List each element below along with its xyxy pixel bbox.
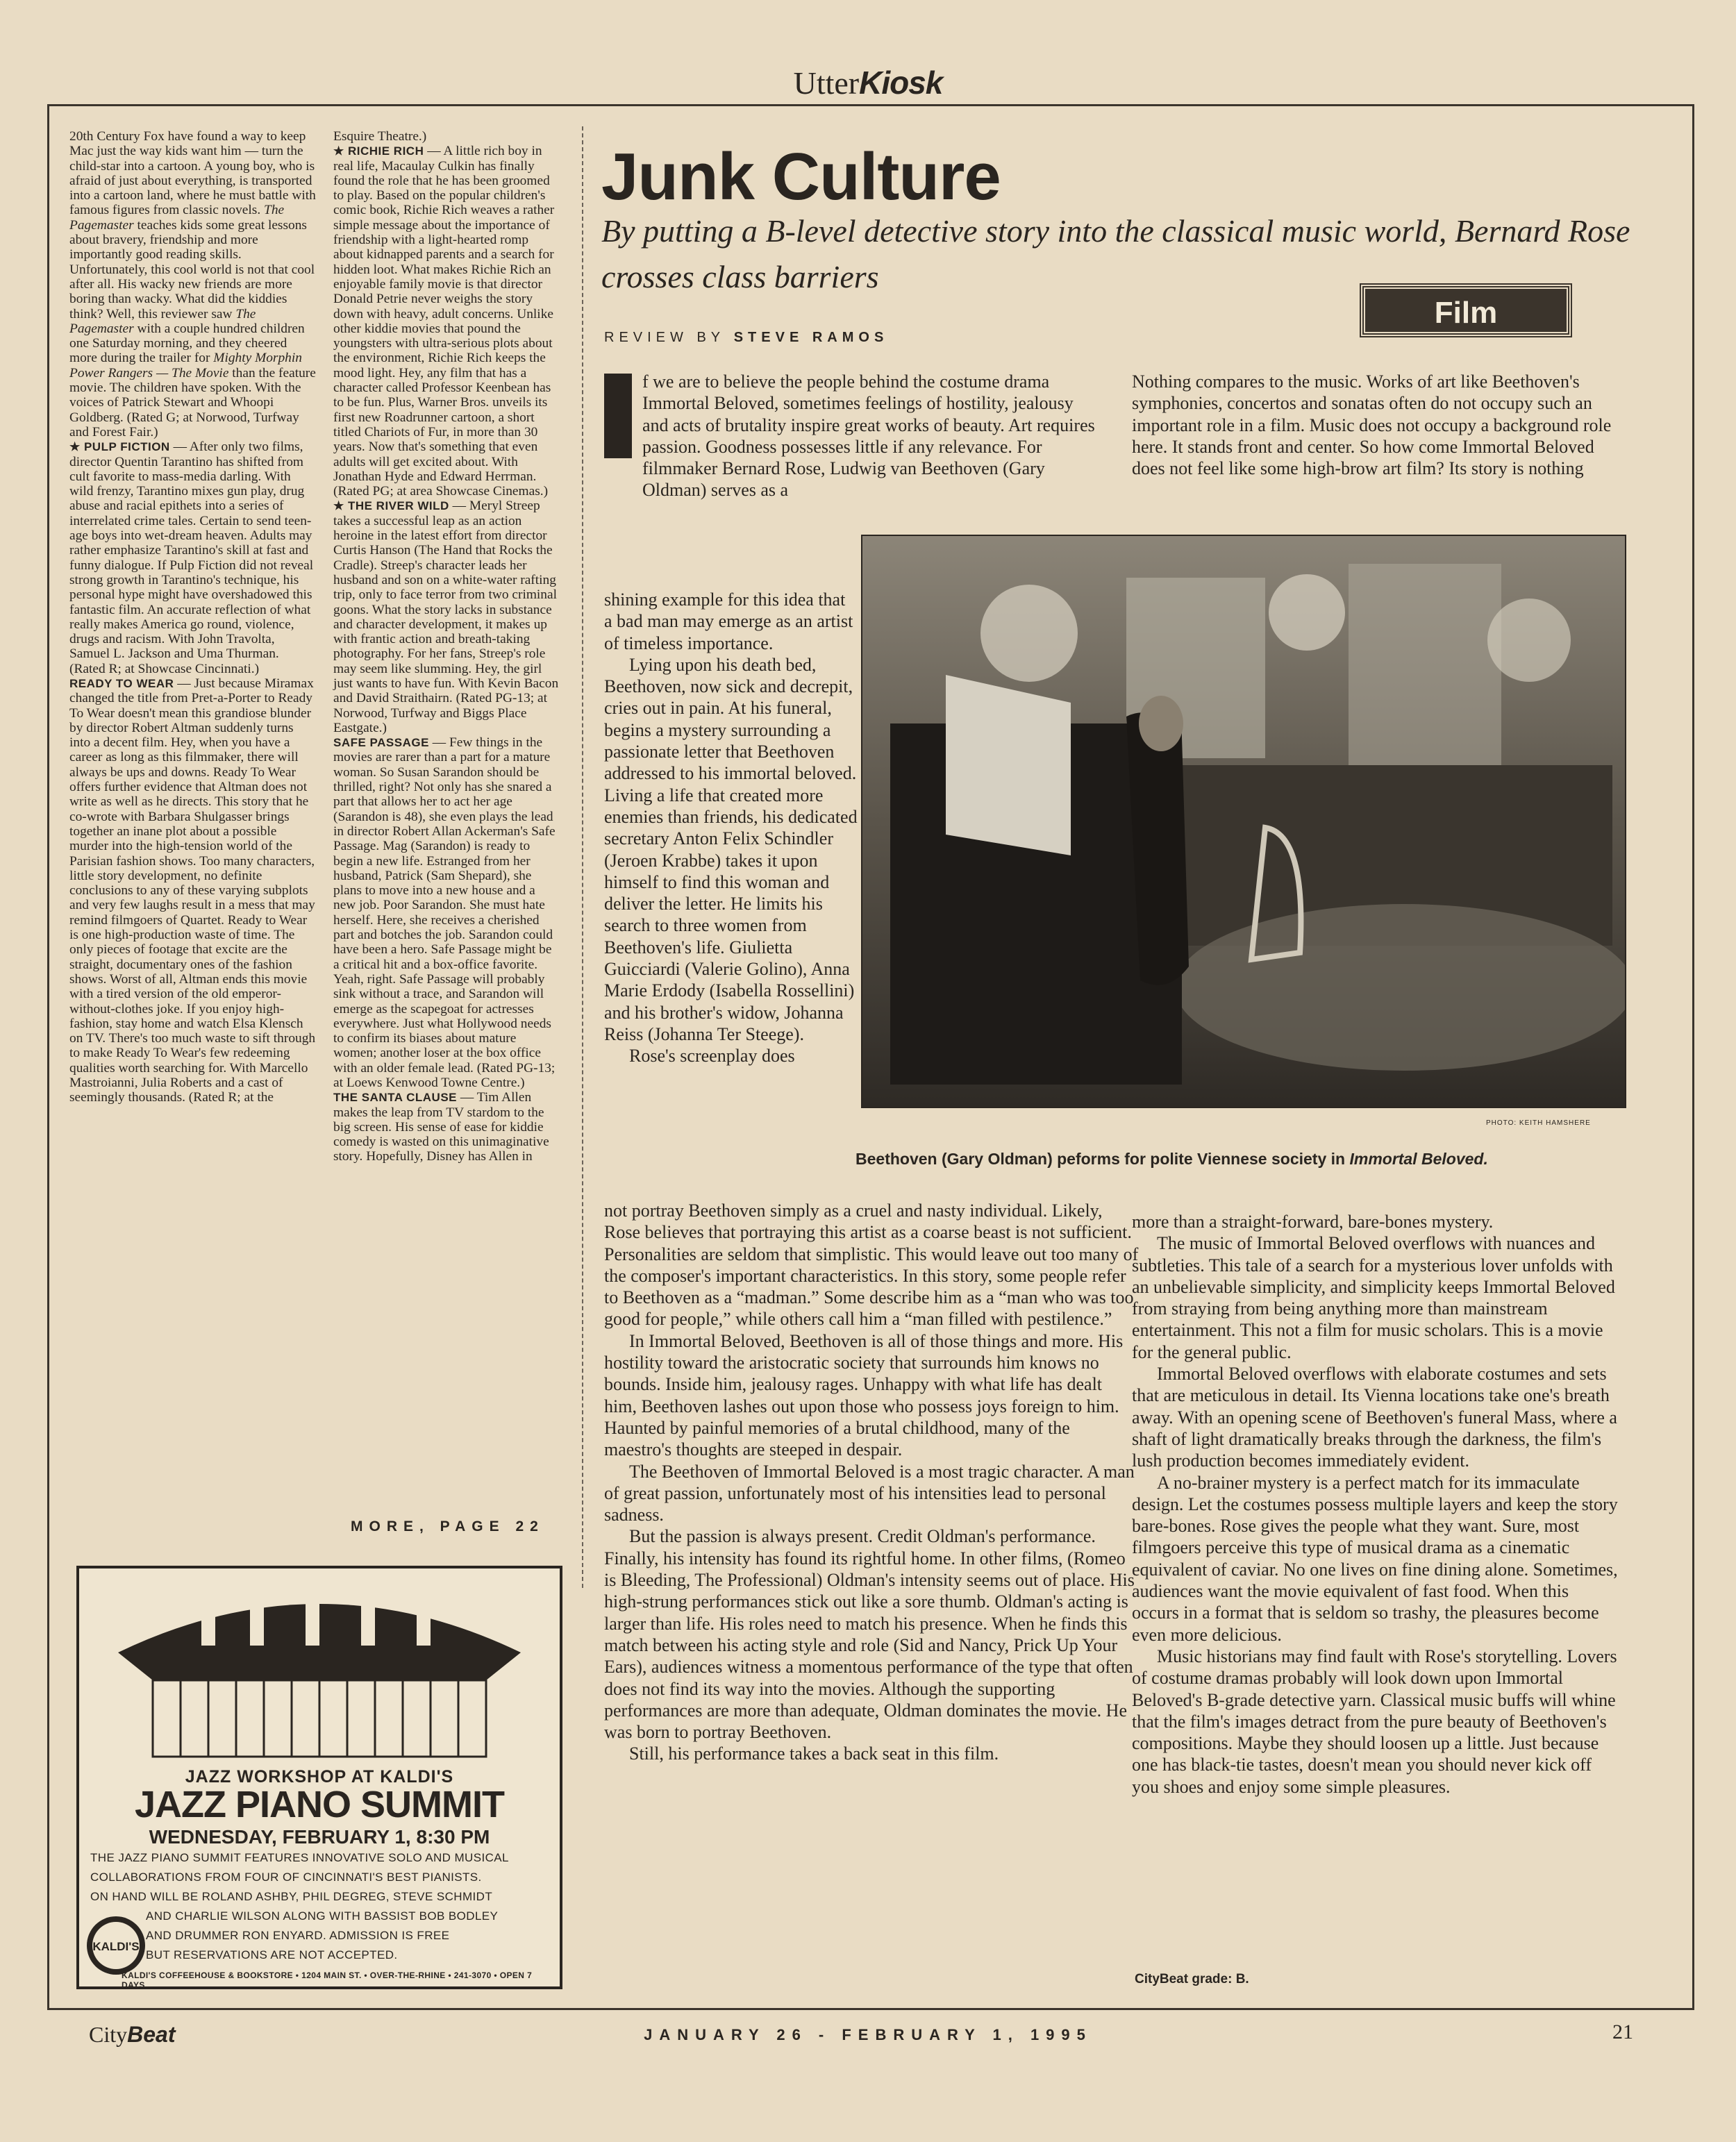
byline: REVIEW BY STEVE RAMOS <box>604 330 889 345</box>
listings-column-1 <box>69 129 316 1105</box>
headline: Junk Culture <box>601 140 1001 214</box>
article-column-right-top: Nothing compares to the music. Works of art like Beethoven's symphonies, concertos and sonatas often do not occupy such an important role in a film. Music does not occupy a background role here. It stands front and center. So how come Immortal Beloved does not feel like some high-brow art film? Its story is nothing <box>1132 371 1612 479</box>
ready-to-wear-review: READY TO WEAR — Just because Miramax changed the title from Pret-a-Porter to Ready To Wear doesn't mean this grandiose blunder by director Robert Altman suddenly turns into a decent film. Hey, when you have a career as long as this filmmaker, there will always be ups and downs. Ready To Wear offers further evidence that Altman does not write as well as he directs. This story that he co-wrote with Barbara Shulgasser brings together an inane plot about a possible murder into the high-tension world of the Parisian fashion shows. Too many characters, little story development, no definite conclusions to any of these varying subplots and very few laughs result in a mess that may remind filmgoers of Quartet. Ready to Wear is one high-production waste of time. The only pieces of footage that excite are the straight, documentary ones of the fashion shows. Worst of all, Altman ends this movie with a tired version of the old emperor-without-clothes joke. If you enjoy high-fashion, stay home and watch Elsa Klensch on TV. There's too much waste to sift through to make Ready To Wear's few redeeming qualities worth searching for. With Marcello Mastroianni, Julia Roberts and a cast of seemingly thousands. (Rated R; at the <box>69 676 316 1105</box>
column-divider <box>582 126 583 1588</box>
listings-column-2 <box>333 129 560 1164</box>
footer-logo: CityBeat <box>89 2022 176 2047</box>
ad-date: WEDNESDAY, FEBRUARY 1, 8:30 PM <box>149 1826 490 1848</box>
svg-text:KALDI'S: KALDI'S <box>92 1940 140 1953</box>
article-narrow-column: shining example for this idea that a bad man may emerge as an artist of timeless importance. Lying upon his death bed, Beethoven, now sick and decrepit, cries out in pain. At his funeral, begins a mystery surrounding a passionate letter that Beethoven addressed to his immortal beloved. Living a life that created more enemies than friends, his dedicated secretary Anton Felix Schindler (Jeroen Krabbe) takes it upon himself to find this woman and deliver the letter. He limits his search to three women from Beethoven's life. Giulietta Guicciardi (Valerie Golino), Anna Marie Erdody (Isabella Rossellini) and his brother's widow, Johanna Reiss (Johanna Ter Steege). Rose's screenplay does <box>604 589 858 1066</box>
piano-keys-tent-icon <box>97 1576 542 1777</box>
richie-rich-review: ★ RICHIE RICH — A little rich boy in real life, Macaulay Culkin has finally found the role that he has been groomed to play. Based on the popular children's comic book, Richie Rich weaves a rather simple message about the importance of friendship with a light-hearted romp about kidnapped parents and a search for hidden loot. What makes Richie Rich an enjoyable family movie is that director Donald Petrie never weighs the story down with heavy, adult concerns. Unlike other kiddie movies that pound the youngsters with ultra-serious plots about the environment, Richie Rich keeps the mood light. Hey, any film that has a character called Professor Keenbean has to be fun. Plus, Warner Bros. unveils its first new Roadrunner cartoon, a short titled Chariots of Fur, in more than 30 years. Now that's something that even adults will get excited about. With Jonathan Hyde and Edward Herrman. (Rated PG; at area Showcase Cinemas.) <box>333 144 555 499</box>
continued-note: MORE, PAGE 22 <box>351 1518 544 1534</box>
grade: CityBeat grade: B. <box>1135 1972 1249 1986</box>
safe-passage-review: SAFE PASSAGE — Few things in the movies are rarer than a part for a mature woman. So Susan Sarandon should be thrilled, right? Not only has she snared a part that allows her to act her age (Sarandon is 48), she even plays the lead in director Robert Allan Ackerman's Safe Passage. Mag (Sarandon) is ready to begin a new life. Estranged from her husband, Patrick (Sam Shepard), she plans to move into a new house and a new job. Poor Sarandon. She must hate herself. Here, she receives a cherished part and botches the job. Sarandon could have been a hero. Safe Passage might be a critical hit and a box-office favorite. Yeah, right. Safe Passage will probably sink without a trace, and Sarandon will emerge as the scapegoat for actresses everywhere. Just what Hollywood needs to confirm its biases about mature women; another loser at the box office with an older female lead. (Rated PG-13; at Loews Kenwood Towne Centre.) <box>333 735 556 1090</box>
santa-clause-review: THE SANTA CLAUSE — Tim Allen makes the leap from TV stardom to the big screen. His sense of ease for kiddie comedy is wasted on this unimaginative story. Hopefully, Disney has Allen in <box>333 1090 549 1164</box>
pagemaster-review: 20th Century Fox have found a way to keep Mac just the way kids want him — turn the child-star into a cartoon. A young boy, who is afraid of just about everything, is transported into a cartoon land, where he must battle with famous figures from classic novels. The Pagemaster teaches kids some great lessons about bravery, friendship and more importantly good reading skills. Unfortunately, this cool world is not that cool after all. His wacky new friends are more boring than wacky. What did the kiddies think? Well, this reviewer saw The Pagemaster with a couple hundred children one Saturday morning, and they cheered more during the trailer for Mighty Morphin Power Rangers — The Movie than the feature movie. The children have spoken. With the voices of Patrick Stewart and Whoopi Goldberg. (Rated G; at Norwood, Turfway and Forest Fair.) <box>69 129 316 440</box>
footer-date: JANUARY 26 - FEBRUARY 1, 1995 <box>644 2026 1092 2043</box>
kaldis-logo-icon <box>85 1914 147 1977</box>
esquire-line: Esquire Theatre.) <box>333 129 427 144</box>
ad-kicker: JAZZ WORKSHOP AT KALDI'S <box>185 1767 454 1787</box>
section-header: UtterKiosk <box>793 65 943 101</box>
ad-footer: KALDI'S COFFEEHOUSE & BOOKSTORE • 1204 MAIN ST. • OVER-THE-RHINE • 241-3070 • OPEN 7 DAYS <box>122 1971 533 1990</box>
article-lede: f we are to believe the people behind the costume drama Immortal Beloved, sometimes feelings of hostility, jealousy and acts of brutality inspire great works of beauty. Art requires passion. Goodness possesses little if any relevance. For filmmaker Bernard Rose, Ludwig van Beethoven (Gary Oldman) serves as a <box>642 371 1095 501</box>
ad-body: THE JAZZ PIANO SUMMIT FEATURES INNOVATIVE SOLO AND MUSICAL COLLABORATIONS FROM FOUR OF CINCINNATI'S BEST PIANISTS. ON HAND WILL BE ROLAND ASHBY, PHIL DEGREG, STEVE SCHMIDT AND CHARLIE WILSON ALONG WITH BASSIST BOB BODLEY AND DRUMMER RON ENYARD. ADMISSION IS FREE BUT RESERVATIONS ARE NOT ACCEPTED. <box>90 1851 509 1961</box>
page-number: 21 <box>1612 2020 1633 2043</box>
photo-credit: PHOTO: KEITH HAMSHERE <box>1486 1119 1591 1127</box>
pulp-fiction-review: ★ PULP FICTION — After only two films, director Quentin Tarantino has shifted from cult favorite to mass-media darling. With wild frenzy, Tarantino mixes gun play, drug abuse and racial epithets into a series of interrelated crime tales. Certain to send teen-age boys into wet-dream heaven. Adults may rather emphasize Tarantino's skill at fast and funny dialogue. If Pulp Fiction did not reveal strong growth in Tarantino's technique, his personal hype might have overshadowed this fantastic film. An accurate reflection of what really makes America go round, violence, drugs and racism. With John Travolta, Samuel L. Jackson and Uma Thurman. (Rated R; at Showcase Cincinnati.) <box>69 440 314 676</box>
article-column-right: more than a straight-forward, bare-bones mystery. The music of Immortal Beloved overflows with nuances and subtleties. This tale of a search for a mysterious lover unfolds with an unbelievable simplicity, and simplicity keeps Immortal Beloved from straying from being anything more than mainstream entertainment. This not a film for music scholars. This is a movie for the general public. Immortal Beloved overflows with elaborate costumes and sets that are meticulous in detail. Its Vienna locations take one's breath away. With an opening scene of Beethoven's funeral Mass, where a shaft of light dramatically breaks through the darkness, the film's lush production becomes immediately evident. A no-brainer mystery is a perfect match for its immaculate design. Let the costumes possess multiple layers and keep the story bare-bones. Rose gives the people what they want. Sure, most filmgoers perceive this type of musical drama as a cinematic equivalent of caviar. No one lives on fine dining alone. Sometimes, audiences want the movie equivalent of fast food. When this occurs in a format that is seldom so trashy, the pleasures become even more delicious. Music historians may find fault with Rose's storytelling. Lovers of costume dramas probably will look down upon Immortal Beloved's B-grade detective yarn. Classical music buffs will whine that the film's images detract from the pure beauty of Beethoven's compositions. Maybe they should loosen up a little. Just because one has black-tie tastes, doesn't mean you should never kick off you shoes and enjoy some simple pleasures. <box>1132 1212 1618 1797</box>
river-wild-review: ★ THE RIVER WILD — Meryl Streep takes a successful leap as an action heroine in the latest effort from director Curtis Hanson (The Hand that Rocks the Cradle). Streep's character leads her husband and son on a white-water rafting trip, only to face terror from two criminal goons. What the story lacks in substance and character development, it makes up with frantic action and breath-taking photography. For her fans, Streep's role may seem like slumming. Hey, the girl just wants to have fun. With Kevin Bacon and David Straithairn. (Rated PG-13; at Norwood, Turfway and Biggs Place Eastgate.) <box>333 499 559 735</box>
deck: By putting a B-level detective story into the classical music world, Bernard Rose crosses class barriers <box>601 213 1630 294</box>
article-column-left: not portray Beethoven simply as a cruel and nasty individual. Likely, Rose believes that portraying this artist as a coarse beast is not sufficient. Personalities are seldom that simplistic. This would leave out too many of the composer's important characteristics. In this story, some people refer to Beethoven as a “madman.” Some describe him as a “man who was too good for people,” while others call him a “man filled with pestilence.” In Immortal Beloved, Beethoven is all of those things and more. His hostility toward the aristocratic society that surrounds him knows no bounds. Inside him, jealousy rages. Unhappy with what life has dealt him, Beethoven lashes out upon those who possess joys foreign to him. Haunted by painful memories of a brutal childhood, many of the maestro's thoughts are steeped in despair. The Beethoven of Immortal Beloved is a most tragic character. A man of great passion, unfortunately most of his intensities lead to personal sadness. But the passion is always present. Credit Oldman's performance. Finally, his intensity has found its rightful home. In other films, (Romeo is Bleeding, The Professional) Oldman's intensity seems out of place. His high-strung performances stick out like a sore thumb. Oldman's acting is larger than life. His roles need to match his presence. When he finds this match between his acting style and role (Sid and Nancy, Prick Up Your Ears), audiences witness a momentous performance of the type that often does not find its way into the movies. Although the supporting performances are more than adequate, Oldman dominates the movie. He was born to portray Beethoven. Still, his performance takes a back seat in this film. <box>604 1200 1139 1764</box>
section-badge: Film <box>1361 285 1571 336</box>
film-still-photo <box>861 535 1626 1108</box>
photo-caption: Beethoven (Gary Oldman) peforms for polite Viennese society in Immortal Beloved. <box>856 1150 1488 1168</box>
ad-title: JAZZ PIANO SUMMIT <box>135 1784 504 1825</box>
